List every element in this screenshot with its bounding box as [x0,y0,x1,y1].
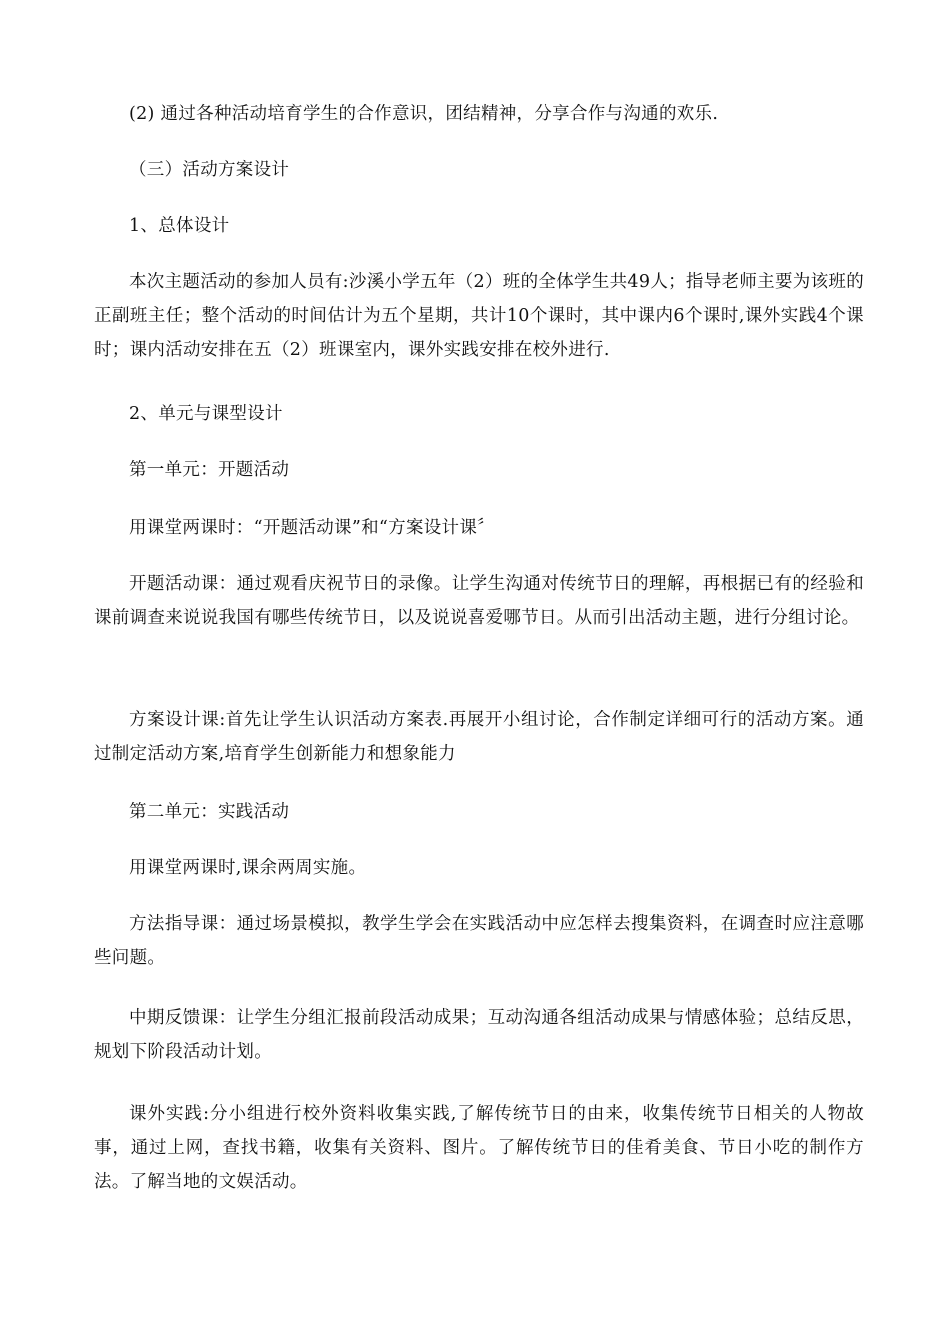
paragraph-objective-2: (2) 通过各种活动培育学生的合作意识，团结精神，分享合作与沟通的欢乐. [129,104,719,124]
paragraph-plan-design-class: 方案设计课:首先让学生认识活动方案表.再展开小组讨论，合作制定详细可行的活动方案。通过制定活动方案,培育学生创新能力和想象能力 [94,710,864,764]
paragraph-opening-class: 开题活动课：通过观看庆祝节日的录像。让学生沟通对传统节日的理解，再根据已有的经验和课前调查来说说我国有哪些传统节日，以及说说喜爱哪节日。从而引出活动主题，进行分组讨论。 [94,574,864,628]
paragraph-outdoor-practice: 课外实践:分小组进行校外资料收集实践,了解传统节日的由来，收集传统节日相关的人物故事，通过上网，查找书籍，收集有关资料、图片。了解传统节日的佳肴美食、节日小吃的制作方法。了解当地的文娱活动。 [94,1104,864,1192]
subheading-overall-design: 1、总体设计 [129,216,230,236]
unit-2-schedule: 用课堂两课时,课余两周实施。 [129,858,367,878]
unit-1-schedule: 用课堂两课时：“开题活动课”和“方案设计课〞 [129,518,495,538]
section-heading-3: （三）活动方案设计 [129,160,290,180]
unit-2-title: 第二单元：实践活动 [129,802,290,822]
paragraph-method-guidance: 方法指导课：通过场景模拟，教学生学会在实践活动中应怎样去搜集资料，在调查时应注意哪些问题。 [94,914,864,968]
unit-1-title: 第一单元：开题活动 [129,460,290,480]
paragraph-overall-design: 本次主题活动的参加人员有:沙溪小学五年（2）班的全体学生共49人；指导老师主要为该班的正副班主任；整个活动的时间估计为五个星期，共计10个课时，其中课内6个课时,课外实践4个课时；课内活动安排在五（2）班课室内，课外实践安排在校外进行. [94,272,864,360]
paragraph-midterm-feedback: 中期反馈课：让学生分组汇报前段活动成果；互动沟通各组活动成果与情感体验；总结反思，规划下阶段活动计划。 [94,1008,864,1062]
subheading-unit-design: 2、单元与课型设计 [129,404,283,424]
